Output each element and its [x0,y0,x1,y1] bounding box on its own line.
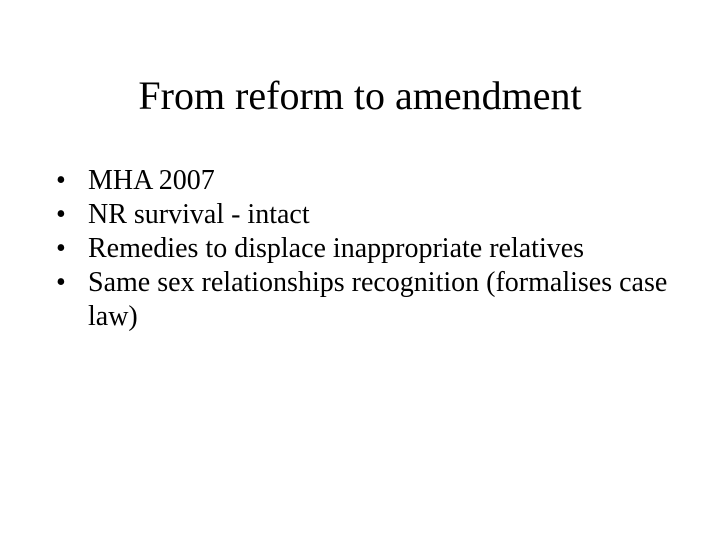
bullet-text: Remedies to displace inappropriate relatives [88,233,585,264]
bullet-text: MHA 2007 [88,165,215,196]
bullet-icon: • [56,267,66,298]
slide-title: From reform to amendment [138,73,582,118]
bullet-text: Same sex relationships recognition (formalises case law) [88,267,668,332]
bullet-item [56,232,696,266]
bullet-item [56,198,696,232]
bullet-icon: • [56,199,66,230]
bullet-item [56,266,696,334]
bullet-icon: • [56,233,66,264]
bullet-icon: • [56,165,66,196]
bullet-item [56,164,696,198]
bullet-list [56,164,696,334]
bullet-text: NR survival - intact [88,199,310,230]
